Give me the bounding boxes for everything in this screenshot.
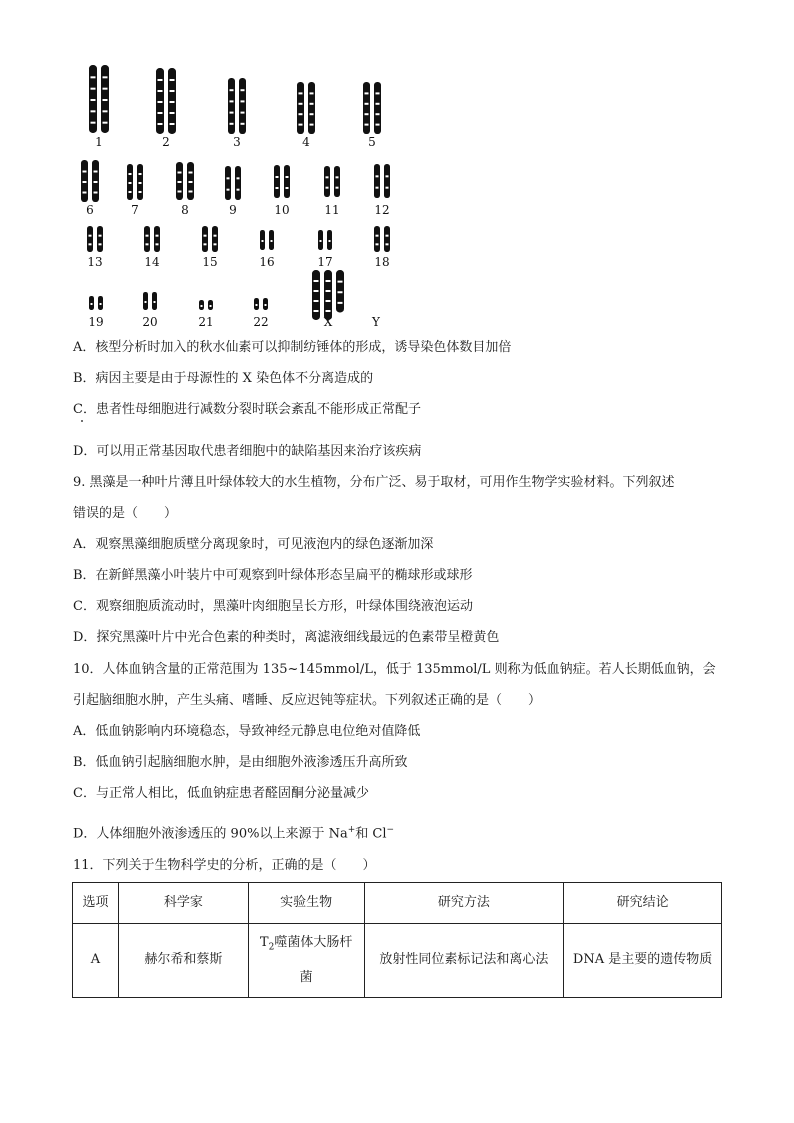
chromosome [225, 166, 231, 200]
chromosome-label: 8 [181, 203, 189, 217]
chromosome [98, 296, 103, 310]
q10-option-d-mid: 和 Cl [355, 826, 387, 842]
chromosome-label: 5 [368, 135, 376, 149]
chromosome-label: 16 [259, 255, 275, 269]
q10-option-a: A．低血钠影响内环境稳态，导致神经元静息电位绝对值降低 [73, 724, 421, 739]
q8-option-d: D．可以用正常基因取代患者细胞中的缺陷基因来治疗该疾病 [73, 444, 422, 459]
chromosome-label: 19 [88, 315, 104, 329]
chromosome [374, 164, 380, 198]
chromosome [127, 164, 133, 200]
chromosome [312, 270, 320, 320]
stray-dot [81, 420, 83, 422]
chromosome [260, 230, 265, 250]
cell-conclusion: DNA 是主要的遗传物质 [564, 924, 722, 998]
q9-option-a: A．观察黑藻细胞质壁分离现象时，可见液泡内的绿色逐渐加深 [73, 537, 434, 552]
chromosome [137, 164, 143, 200]
chromosome [176, 162, 183, 200]
header-option: 选项 [73, 883, 119, 924]
q10-stem-line1: 10．人体血钠含量的正常范围为 135~145mmol/L，低于 135mmol/L 则称为低血钠症。若人长期低血钠，会 [73, 662, 716, 677]
organism-prefix: T [259, 935, 269, 950]
chromosome-label: 17 [317, 255, 333, 269]
chromosome-label: 11 [324, 203, 340, 217]
chromosome [269, 230, 274, 250]
chromosome [384, 164, 390, 198]
q10-option-d [73, 820, 394, 844]
chromosome [297, 82, 304, 134]
table-row [73, 924, 722, 998]
chromosome-label: 6 [86, 203, 94, 217]
chromosome-label: 10 [274, 203, 290, 217]
chromosome [202, 226, 208, 252]
header-scientist: 科学家 [118, 883, 248, 924]
chromosome [336, 270, 344, 313]
chromosome [143, 292, 148, 310]
q8-option-c: C．患者性母细胞进行减数分裂时联会紊乱不能形成正常配子 [73, 402, 421, 417]
chromosome [334, 166, 340, 197]
chromosome-pairs [81, 65, 390, 320]
q10-option-d-prefix: D．人体细胞外液渗透压的 90%以上来源于 Na [73, 826, 348, 842]
header-method: 研究方法 [364, 883, 564, 924]
q8-option-a: A．核型分析时加入的秋水仙素可以抑制纺锤体的形成，诱导染色体数目加倍 [73, 340, 512, 355]
chromosome [199, 300, 204, 310]
chromosome-label: 13 [87, 255, 103, 269]
chromosome-label: 14 [144, 255, 160, 269]
chromosome-label: 12 [374, 203, 390, 217]
chromosome-label: 2 [162, 135, 170, 149]
chromosome [187, 162, 194, 200]
q9-stem-line1: 9. 黑藻是一种叶片薄且叶绿体较大的水生植物，分布广泛、易于取材，可用作生物学实验材料。下列叙述 [73, 475, 675, 490]
chromosome [87, 226, 93, 252]
chromosome [324, 166, 330, 197]
chromosome-label: 9 [229, 203, 237, 217]
q9-option-b: B．在新鲜黑藻小叶装片中可观察到叶绿体形态呈扁平的椭球形或球形 [73, 568, 473, 583]
chromosome [156, 68, 164, 134]
q10-option-c: C．与正常人相比，低血钠症患者醛固酮分泌量减少 [73, 786, 369, 801]
chromosome-label: 22 [253, 315, 269, 329]
chromosome [318, 230, 323, 250]
cell-method: 放射性同位素标记法和离心法 [364, 924, 564, 998]
q9-stem-line2: 错误的是（ ） [73, 506, 178, 521]
chromosome [308, 82, 315, 134]
chromosome [239, 78, 246, 134]
chromosome [154, 226, 160, 252]
chromosome [228, 78, 235, 134]
chromosome-label: 4 [302, 135, 310, 149]
chromosome [284, 165, 290, 198]
chromosome [363, 82, 370, 134]
chromosome-label: 20 [142, 315, 158, 329]
chromosome-labels [86, 135, 389, 329]
chromosome-label: X [323, 315, 333, 329]
chromosome [235, 166, 241, 200]
chromosome [152, 292, 157, 310]
chromosome-label: 3 [233, 135, 241, 149]
q10-option-b: B．低血钠引起脑细胞水肿，是由细胞外液渗透压升高所致 [73, 755, 408, 770]
q8-option-b: B．病因主要是由于母源性的 X 染色体不分离造成的 [73, 371, 374, 386]
chromosome [97, 226, 103, 252]
chromosome [254, 298, 259, 310]
chloride-charge: − [386, 825, 395, 835]
chromosome [89, 296, 94, 310]
chromosome-label: Y [372, 315, 380, 329]
chromosome [208, 300, 213, 310]
sodium-charge: + [347, 825, 356, 835]
chromosome [81, 160, 88, 202]
chromosome-label: 7 [131, 203, 139, 217]
chromosome-label: 1 [95, 135, 103, 149]
chromosome [263, 298, 268, 310]
cell-scientist: 赫尔希和蔡斯 [118, 924, 248, 998]
chromosome [324, 270, 332, 320]
chromosome [384, 226, 390, 252]
header-conclusion: 研究结论 [564, 883, 722, 924]
chromosome [374, 82, 381, 134]
cell-organism [248, 924, 364, 998]
chromosome [89, 65, 97, 133]
organism-rest: 噬菌体大肠杆菌 [274, 935, 353, 985]
q10-stem-line2: 引起脑细胞水肿，产生头痛、嗜睡、反应迟钝等症状。下列叙述正确的是（ ） [73, 693, 542, 708]
chromosome-label: 15 [202, 255, 218, 269]
chromosome [327, 230, 332, 250]
chromosome [168, 68, 176, 134]
q9-option-c: C．观察细胞质流动时，黑藻叶肉细胞呈长方形，叶绿体围绕液泡运动 [73, 599, 473, 614]
chromosome [101, 65, 109, 133]
chromosome [92, 160, 99, 202]
chromosome-label: 18 [374, 255, 390, 269]
q9-option-d: D．探究黑藻叶片中光合色素的种类时，离滤液细线最远的色素带呈橙黄色 [73, 630, 500, 645]
table-header-row [73, 883, 722, 924]
chromosome [144, 226, 150, 252]
q11-stem: 11．下列关于生物科学史的分析，正确的是（ ） [73, 858, 376, 873]
chromosome [374, 226, 380, 252]
organism-subscript: 2 [268, 942, 275, 953]
chromosome [212, 226, 218, 252]
cell-option: A [73, 924, 119, 998]
header-organism: 实验生物 [248, 883, 364, 924]
chromosome [274, 165, 280, 198]
science-history-table [72, 882, 722, 998]
chromosome-label: 21 [198, 315, 214, 329]
karyotype-figure [70, 60, 410, 335]
